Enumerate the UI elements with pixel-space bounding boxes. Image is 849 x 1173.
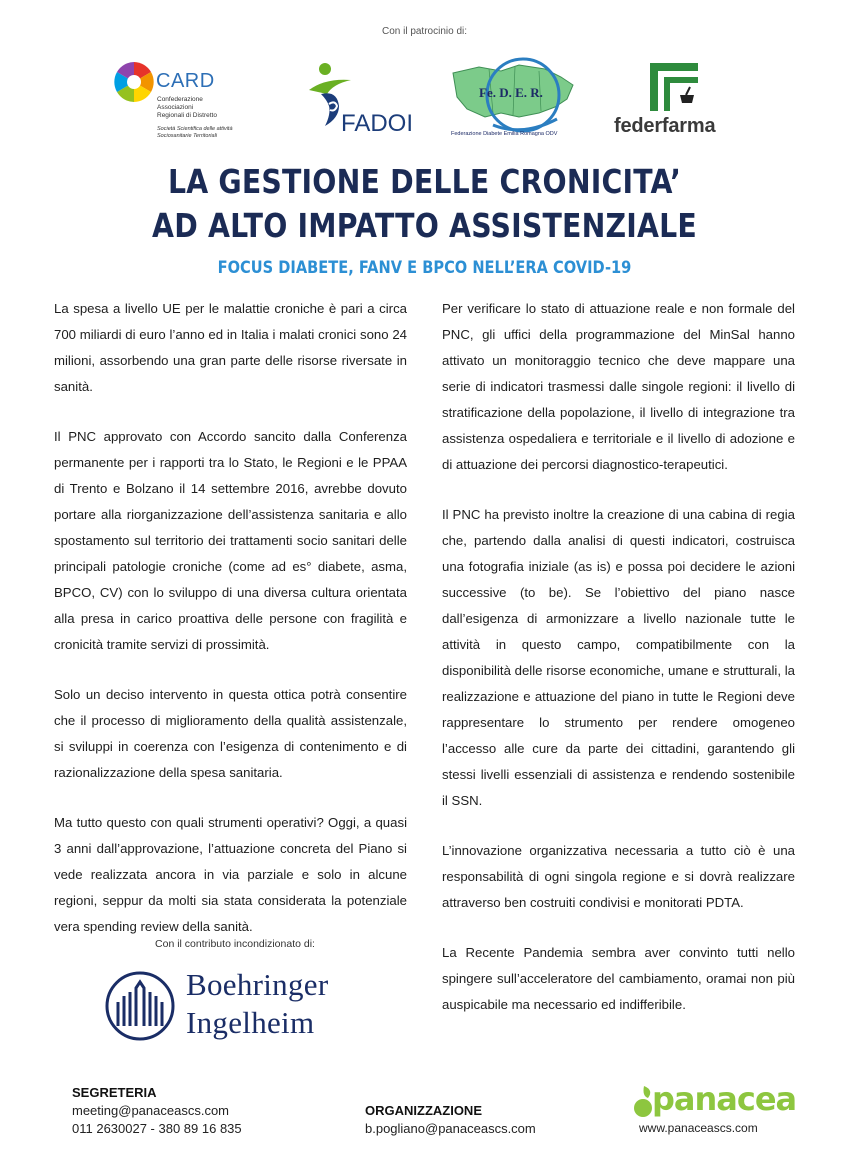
left-paragraph-2: Il PNC approvato con Accordo sancito dalla Conferenza permanente per i rapporti tra lo Stato, le Regioni e le PPAA di Trento e Bolzano il 14 settembre 2016, avrebbe dovuto portare alla riorganizzazione dell’assistenza sanitaria e allo spostamento sul territorio dei trattamenti socio sanitari delle principali patologie croniche (come ad es° diabete, asma, BPCO, CV) con lo sviluppo di una diversa cultura orientata alla presa in carico proattiva delle persone con fragilità e cronicità tramite servizi di prossimità. xyxy=(54,429,407,652)
card-wheel-icon xyxy=(112,60,156,104)
boehringer-logo xyxy=(104,968,384,1044)
segreteria-email[interactable]: meeting@panaceascs.com xyxy=(72,1103,229,1118)
panacea-name: panacea xyxy=(652,1080,797,1118)
left-column xyxy=(54,296,407,964)
feder-logo xyxy=(449,55,579,143)
boehringer-line-2: Ingelheim xyxy=(186,1005,315,1040)
organizzazione-email[interactable]: b.pogliano@panaceascs.com xyxy=(365,1121,536,1136)
boehringer-name xyxy=(186,966,328,1042)
subtitle: FOCUS DIABETE, FANV E BPCO NELL’ERA COVID-19 xyxy=(217,258,632,278)
federfarma-name: federfarma xyxy=(614,115,716,137)
card-logo xyxy=(112,58,287,144)
right-paragraph-3: L’innovazione organizzativa necessaria a tutto ciò è una responsabilità di ogni singola regione e si dovrà realizzare attraverso ben costruiti condivisi e monitorati PDTA. xyxy=(442,843,795,910)
feder-subtitle: Federazione Diabete Emilia Romagna ODV xyxy=(451,131,558,137)
title-line-2: AD ALTO IMPATTO ASSISTENZIALE xyxy=(152,206,697,245)
boehringer-line-1: Boehringer xyxy=(186,967,329,1002)
segreteria-phone: 011 2630027 - 380 89 16 835 xyxy=(72,1121,242,1136)
card-name: CARD xyxy=(156,70,215,92)
card-subtitle: Confederazione Associazioni Regionali di Distretto xyxy=(157,96,217,119)
organizzazione-title: ORGANIZZAZIONE xyxy=(365,1103,482,1118)
federfarma-logo xyxy=(612,63,737,138)
fadoi-name: FADOI xyxy=(341,110,414,137)
panacea-url[interactable]: www.panaceascs.com xyxy=(639,1121,758,1135)
federfarma-mortar-icon xyxy=(650,63,700,111)
feder-name: Fe. D. E. R. xyxy=(479,85,543,100)
right-paragraph-1: Per verificare lo stato di attuazione reale e non formale del PNC, gli uffici della programmazione del MinSal hanno attivato un monitoraggio tecnico che deve mappare una serie di indicatori trasmessi dalle singole regioni: il livello di stratificazione della popolazione, il livello di integrazione tra assistenza ospedaliera e territoriale e il livello di adozione e di attuazione dei percorsi diagnostico-terapeutici. xyxy=(442,301,795,472)
segreteria-title: SEGRETERIA xyxy=(72,1085,157,1100)
right-column xyxy=(442,296,795,1042)
left-paragraph-3: Solo un deciso intervento in questa ottica potrà consentire che il processo di miglioramento della qualità assistenzale, si sviluppi in coerenza con l’esigenza di contenimento e di razionalizzazione della spesa sanitaria. xyxy=(54,687,407,780)
right-paragraph-2: Il PNC ha previsto inoltre la creazione di una cabina di regia che, partendo dalla analisi di questi indicatori, costruisca una fotografia iniziale (as is) e possa poi decidere le azioni successive (to be). Se l’obiettivo del piano nasce dall’esigenza di armonizzare a livello nazionale tutte le attività in questo campo, compatibilmente con la disponibilità delle risorse economiche, umane e strutturali, la realizzazione e attuazione del piano in tutte le Regioni deve rappresentare lo strumento per rendere omogeneo l’accesso alle cure da parte dei cittadini, garantendo gli stessi livelli essenziali di assistenza e rendendo sostenibile il SSN. xyxy=(442,507,795,808)
right-paragraph-4: La Recente Pandemia sembra aver convinto tutti nello spingere sull’acceleratore del cambiamento, oramai non più auspicabile ma necessario ed indifferibile. xyxy=(442,945,795,1012)
title-line-1: LA GESTIONE DELLE CRONICITA’ xyxy=(167,162,682,201)
panacea-logo xyxy=(632,1080,797,1120)
boehringer-building-icon xyxy=(104,968,176,1044)
left-paragraph-1: La spesa a livello UE per le malattie croniche è pari a circa 700 miliardi di euro l’anno ed in Italia i malati cronici sono 24 milioni, assorbendo una gran parte delle risorse riversate in sanità. xyxy=(54,301,407,394)
panacea-leaf-icon xyxy=(632,1084,654,1120)
left-paragraph-4: Ma tutto questo con quali strumenti operativi? Oggi, a quasi 3 anni dall’approvazione, l’attuazione concreta del Piano si vede realizzata ancora in via parziale e solo in alcune regioni, seppur da molti sia stata considerata la potenziale vera spending review della sanità. xyxy=(54,815,407,934)
fadoi-logo xyxy=(303,60,418,138)
contributo-label: Con il contributo incondizionato di: xyxy=(155,938,315,950)
patrocinio-label: Con il patrocinio di: xyxy=(381,26,468,37)
card-subtitle-2: Società Scientifica delle attività Sociosanitarie Territoriali xyxy=(157,126,233,139)
